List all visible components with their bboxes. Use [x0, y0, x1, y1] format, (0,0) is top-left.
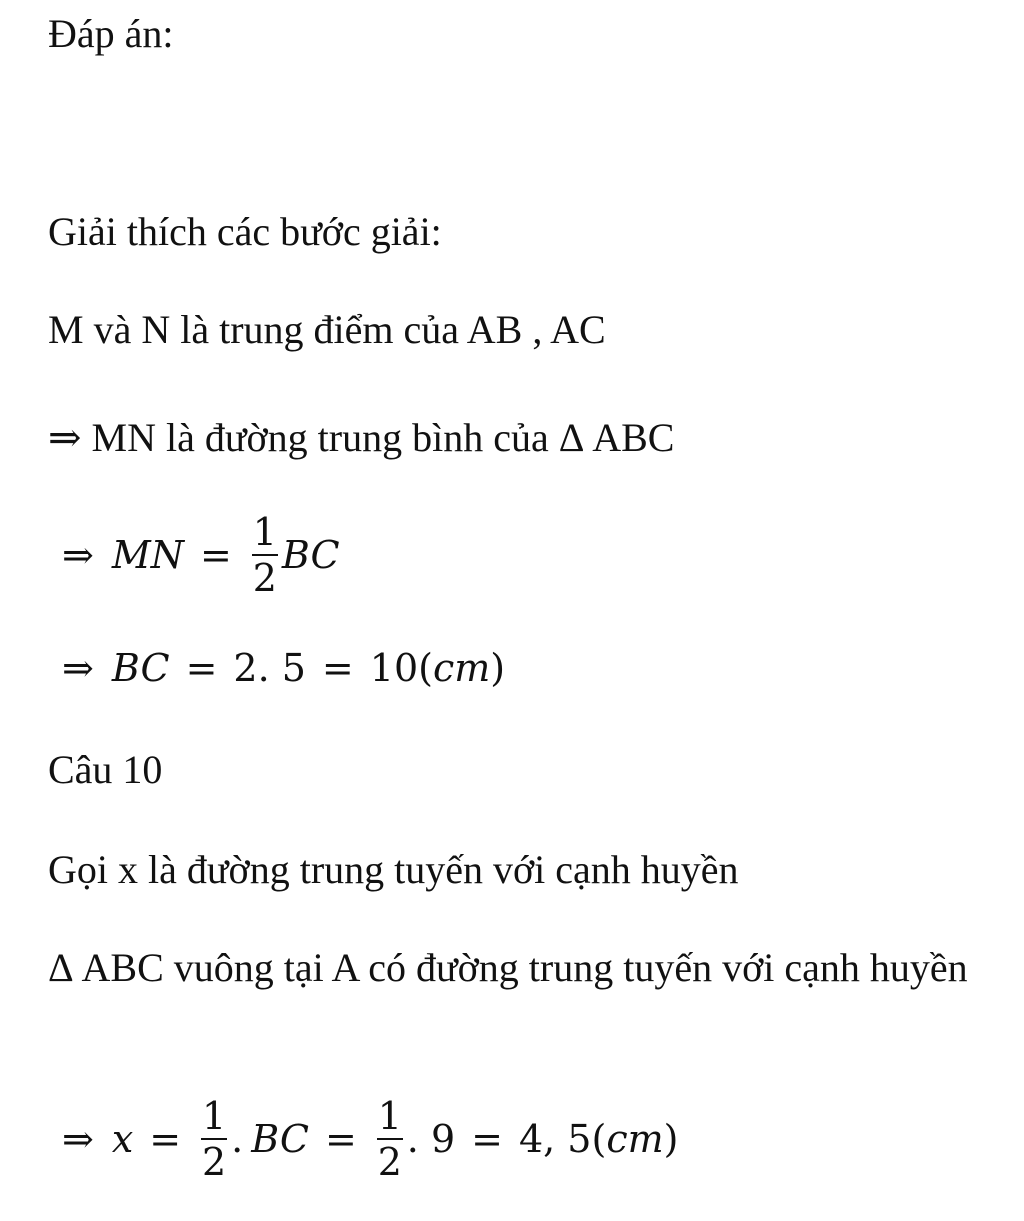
- math-term: BC: [111, 646, 170, 690]
- fraction-denominator: 2: [252, 556, 277, 600]
- equals-sign: =: [321, 646, 354, 690]
- equals-sign: =: [471, 1117, 503, 1161]
- explanation-heading: Giải thích các bước giải:: [48, 209, 442, 254]
- math-term: 2. 5: [233, 646, 306, 690]
- math-value: 4, 5(: [518, 1117, 607, 1161]
- equals-sign: =: [324, 1117, 357, 1161]
- fraction: [252, 510, 278, 600]
- median-definition: Gọi x là đường trung tuyến với cạnh huyền: [48, 847, 739, 892]
- math-value: 10(: [369, 646, 433, 690]
- equation-bc-value: [62, 646, 505, 690]
- equals-sign: =: [149, 1117, 182, 1161]
- math-paren: ): [663, 1117, 679, 1161]
- midpoint-statement: M và N là trung điểm của AB , AC: [48, 307, 606, 352]
- fraction-numerator: 1: [377, 1094, 402, 1138]
- fraction-numerator: 1: [202, 1094, 227, 1138]
- fraction-denominator: 2: [377, 1140, 402, 1184]
- equals-sign: =: [200, 533, 232, 577]
- fraction: [201, 1094, 227, 1184]
- equation-mn-half-bc: [62, 510, 340, 600]
- question-heading: Câu 10: [48, 747, 163, 792]
- math-term: BC: [251, 1117, 309, 1161]
- equals-sign: =: [185, 646, 218, 690]
- fraction: [377, 1094, 403, 1184]
- implies-symbol: ⇒: [62, 533, 94, 577]
- right-triangle-statement: Δ ABC vuông tại A có đường trung tuyến với cạnh huyền: [48, 945, 968, 990]
- math-paren: ): [490, 646, 506, 690]
- answer-label: Đáp án:: [48, 11, 174, 56]
- midline-statement: ⇒ MN là đường trung bình của Δ ABC: [48, 415, 675, 460]
- math-term: MN: [111, 533, 185, 577]
- math-unit: cm: [432, 646, 491, 690]
- equation-x-value: [62, 1094, 678, 1184]
- math-term: BC: [281, 533, 340, 577]
- fraction-denominator: 2: [202, 1140, 227, 1184]
- implies-symbol: ⇒: [62, 1117, 94, 1161]
- math-unit: cm: [606, 1117, 664, 1161]
- math-term: x: [111, 1117, 134, 1161]
- implies-symbol: ⇒: [62, 646, 94, 690]
- fraction-numerator: 1: [252, 510, 277, 554]
- math-term: . 9: [406, 1117, 456, 1161]
- math-dot: .: [231, 1117, 244, 1161]
